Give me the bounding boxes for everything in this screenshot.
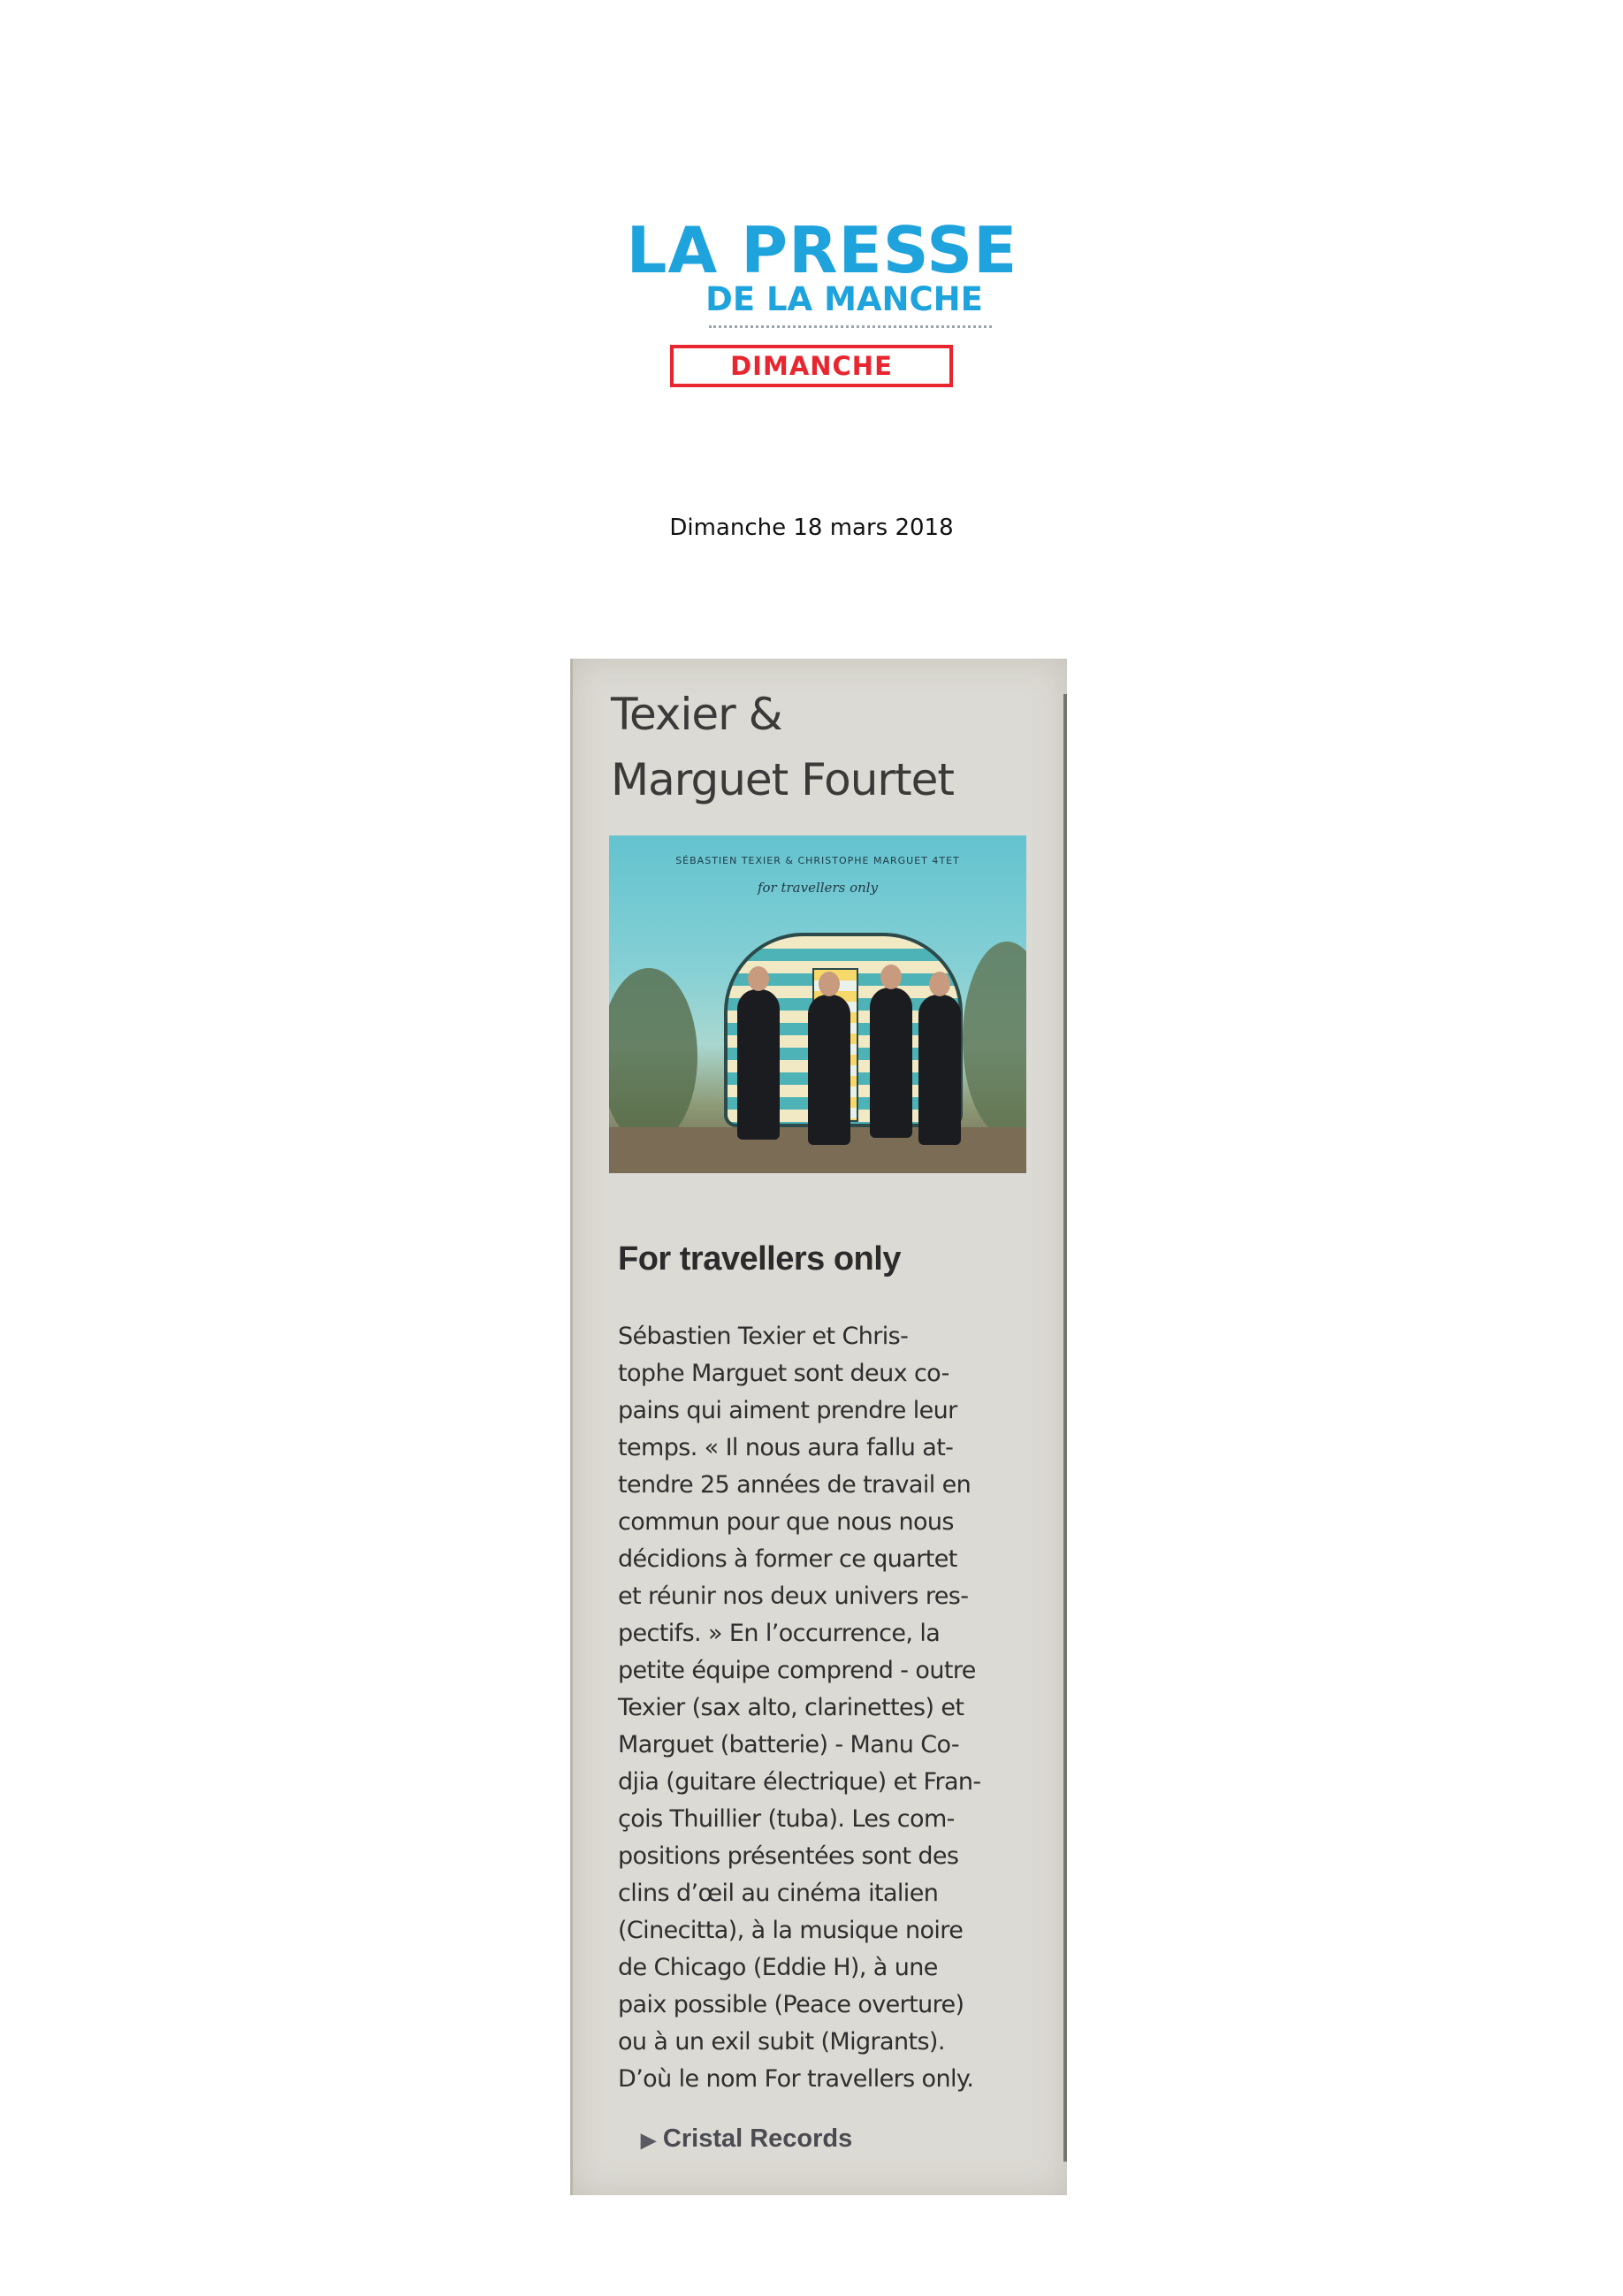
record-label: Cristal Records [662, 2124, 853, 2153]
cover-album-title: for travellers only [757, 880, 879, 896]
body-line: temps. « Il nous aura fallu at- [618, 1434, 954, 1461]
body-line: Sébastien Texier et Chris- [618, 1323, 909, 1350]
body-line: pains qui aiment prendre leur [618, 1397, 957, 1424]
edition-badge [670, 345, 953, 387]
cover-musician [870, 988, 912, 1138]
cover-tree [963, 942, 1026, 1136]
publication-date: Dimanche 18 mars 2018 [669, 515, 954, 541]
masthead-title: LA PRESSE [626, 213, 1018, 287]
cover-artist-text: SÉBASTIEN TEXIER & CHRISTOPHE MARGUET 4TET [675, 855, 960, 866]
cover-musician [737, 989, 780, 1140]
triangle-bullet-icon: ▶ [641, 2129, 656, 2151]
body-line: djia (guitare électrique) et Fran- [618, 1768, 981, 1796]
headline-line: Texier & [611, 689, 782, 740]
body-line: tophe Marguet sont deux co- [618, 1360, 949, 1387]
body-line: pectifs. » En l’occurrence, la [618, 1620, 941, 1647]
body-line: tendre 25 années de travail en [618, 1471, 972, 1499]
cover-musician [808, 995, 850, 1145]
body-line: D’où le nom For travellers only. [618, 2065, 974, 2093]
body-line: décidions à former ce quartet [618, 1545, 957, 1573]
body-line: et réunir nos deux univers res- [618, 1583, 969, 1610]
body-line: Marguet (batterie) - Manu Co- [618, 1731, 960, 1758]
newspaper-masthead [613, 213, 1031, 397]
masthead-tagline-rule [709, 325, 992, 333]
album-cover-image [609, 835, 1026, 1173]
body-line: ou à un exil subit (Migrants). [618, 2028, 945, 2056]
cover-tree [609, 968, 697, 1145]
body-line: positions présentées sont des [618, 1842, 959, 1870]
body-line: çois Thuillier (tuba). Les com- [618, 1805, 955, 1833]
clipping-right-edge [1063, 694, 1067, 2162]
body-line: commun pour que nous nous [618, 1508, 954, 1536]
masthead-subtitle: DE LA MANCHE [705, 280, 983, 318]
article-body [618, 1318, 1033, 2098]
body-line: de Chicago (Eddie H), à une [618, 1954, 938, 1981]
article-headline [611, 682, 1053, 812]
article-source [641, 2123, 994, 2156]
body-line: (Cinecitta), à la musique noire [618, 1917, 964, 1944]
body-line: Texier (sax alto, clarinettes) et [618, 1694, 964, 1721]
article-clipping [570, 659, 1067, 2195]
body-line: clins d’œil au cinéma italien [618, 1880, 939, 1907]
body-line: petite équipe comprend - outre [618, 1657, 976, 1684]
headline-line: Marguet Fourtet [611, 754, 954, 805]
article-subheading: For travellers only [618, 1240, 901, 1278]
clipping-left-edge [570, 659, 573, 2195]
body-line: paix possible (Peace overture) [618, 1991, 964, 2018]
cover-musician [918, 995, 961, 1145]
edition-label: DIMANCHE [730, 351, 893, 381]
